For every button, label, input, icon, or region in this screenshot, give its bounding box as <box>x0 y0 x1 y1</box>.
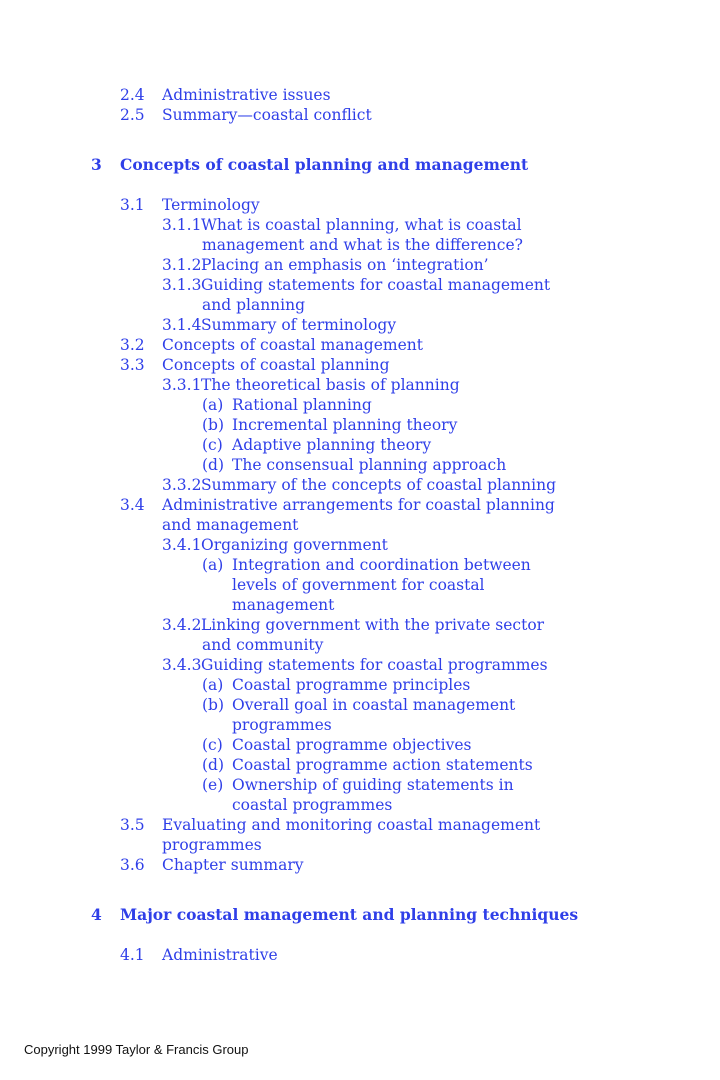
toc-entry-number: 3.3.2 <box>162 476 202 494</box>
toc-entry-title: Summary of the concepts of coastal planning <box>201 476 557 494</box>
toc-entry-title: What is coastal planning, what is coastal <box>201 216 522 234</box>
toc-entry-number: (d) <box>202 456 225 474</box>
toc-entry-number: 3.3.1 <box>162 376 202 394</box>
toc-entry-title: The theoretical basis of planning <box>201 376 460 394</box>
toc-entry-title: coastal programmes <box>232 796 393 814</box>
toc-entry-number: 3.1.1 <box>162 216 202 234</box>
toc-entry-number: (a) <box>202 676 224 694</box>
toc-entry-number: 3.2 <box>120 336 145 354</box>
toc-entry-title: Coastal programme objectives <box>232 736 472 754</box>
toc-entry-title: Concepts of coastal planning <box>162 356 390 374</box>
copyright-footer: Copyright 1999 Taylor & Francis Group <box>24 1042 249 1057</box>
toc-entry-number: 3.4 <box>120 496 145 514</box>
toc-entry-title: Summary of terminology <box>201 316 397 334</box>
toc-entry-number: (a) <box>202 556 224 574</box>
toc-entry-number: (e) <box>202 776 224 794</box>
toc-entry-title: Guiding statements for coastal management <box>201 276 551 294</box>
toc-entry-number: 4.1 <box>120 946 145 964</box>
toc-entry-number: (a) <box>202 396 224 414</box>
toc-entry-number: (c) <box>202 736 223 754</box>
toc-entry-title: programmes <box>232 716 332 734</box>
toc-entry-title: levels of government for coastal <box>232 576 485 594</box>
toc-entry-number: (b) <box>202 696 225 714</box>
toc-entry-title: management and what is the difference? <box>202 236 523 254</box>
toc-entry-title: Guiding statements for coastal programmes <box>201 656 548 674</box>
toc-entry-number: 3.4.2 <box>162 616 202 634</box>
toc-entry-title: Coastal programme principles <box>232 676 471 694</box>
toc-entry-number: 3 <box>91 155 102 174</box>
toc-entry-title: Terminology <box>162 196 260 214</box>
toc-entry-title: Administrative arrangements for coastal planning <box>162 496 555 514</box>
toc-entry-number: 3.5 <box>120 816 145 834</box>
toc-entry-title: and community <box>202 636 324 654</box>
toc-entry-number: 3.4.1 <box>162 536 202 554</box>
toc-entry-title: Administrative <box>162 946 278 964</box>
toc-entry-number: 2.5 <box>120 106 145 124</box>
toc-entry-title: Incremental planning theory <box>232 416 458 434</box>
toc-entry-title: Evaluating and monitoring coastal management <box>162 816 541 834</box>
toc-entry-title: and planning <box>202 296 306 314</box>
toc-entry-title: Coastal programme action statements <box>232 756 533 774</box>
toc-entry-title: Concepts of coastal management <box>162 336 423 354</box>
toc-entry-title: Summary—coastal conflict <box>162 106 372 124</box>
toc-entry-number: 3.1.2 <box>162 256 202 274</box>
toc-entry-title: Overall goal in coastal management <box>232 696 516 714</box>
toc-entry-title: The consensual planning approach <box>232 456 507 474</box>
toc-entry-number: 3.6 <box>120 856 145 874</box>
toc-entry-title: programmes <box>162 836 262 854</box>
toc-entry-title: Integration and coordination between <box>232 556 531 574</box>
toc-entry-title: Organizing government <box>201 536 388 554</box>
toc-entry-number: 2.4 <box>120 86 145 104</box>
toc-entry-number: (d) <box>202 756 225 774</box>
toc-entry-title: Concepts of coastal planning and management <box>120 155 529 174</box>
toc-entry-number: 3.3 <box>120 356 145 374</box>
toc-entry-title: and management <box>162 516 299 534</box>
toc-entry-number: 4 <box>91 905 102 924</box>
toc-entry-number: (b) <box>202 416 225 434</box>
toc-entry-number: 3.1.3 <box>162 276 202 294</box>
toc-entry-title: Major coastal management and planning techniques <box>120 905 579 924</box>
toc-entry-number: 3.1.4 <box>162 316 202 334</box>
toc-entry-number: 3.1 <box>120 196 145 214</box>
toc-entry-title: management <box>232 596 335 614</box>
toc-entry-title: Adaptive planning theory <box>232 436 432 454</box>
toc-entry-title: Rational planning <box>232 396 372 414</box>
toc-entry-title: Chapter summary <box>162 856 304 874</box>
toc-entry-title: Placing an emphasis on ‘integration’ <box>201 256 489 274</box>
toc-entry-title: Ownership of guiding statements in <box>232 776 514 794</box>
toc-entry-number: 3.4.3 <box>162 656 202 674</box>
toc-entry-title: Linking government with the private sector <box>201 616 545 634</box>
toc-entry-number: (c) <box>202 436 223 454</box>
toc-entry-title: Administrative issues <box>162 86 331 104</box>
